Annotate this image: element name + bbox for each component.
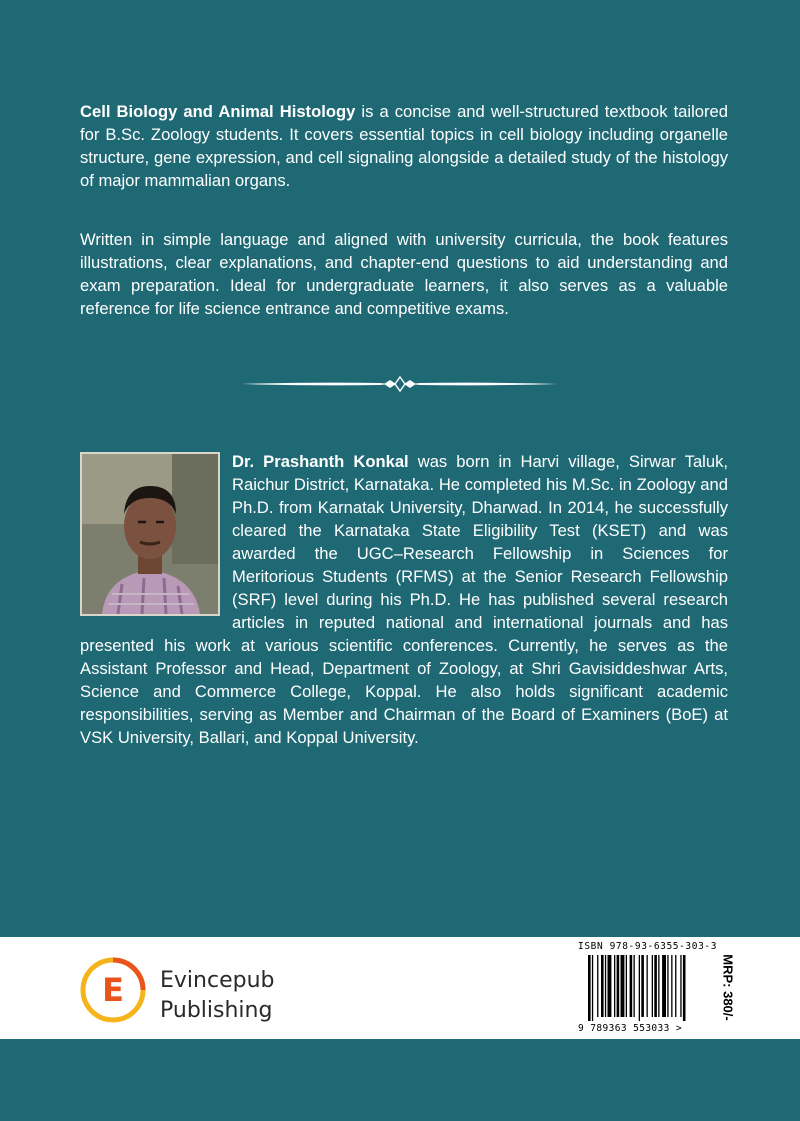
author-bio <box>80 450 728 749</box>
author-bio-text: was born in Harvi village, Sirwar Taluk, Raichur District, Karnataka. He completed his M.Sc. in Zoology and Ph.D. from Karnatak University, Dharwad. In 2014, he successfully cleared the Karnataka State Eligibility Test (KSET) and was awarded the UGC–Research Fellowship in Sciences for Meritorious Students (RFMS) at the Senior Research Fellowship (SRF) level during his Ph.D. He has published several research articles in reputed national and international journals and has presented his work at various scientific conferences. Currently, he serves as the Assistant Professor and Head, Department of Zoology, at Shri Gavisiddeshwar Arts, Science and Commerce College, Koppal. He also holds significant academic responsibilities, serving as Member and Chairman of the Board of Examiners (BoE) at VSK University, Ballari, and Koppal University. <box>80 452 729 747</box>
isbn-barcode <box>578 941 718 1037</box>
publisher-name: Evincepub <box>160 968 275 993</box>
publisher-logo <box>80 955 280 1025</box>
author-name: Dr. Prashanth Konkal <box>232 452 409 471</box>
book-description-text: is a concise and well-structured textbook tailored for B.Sc. Zoology students. It covers essential topics in cell biology including organelle structure, gene expression, and cell signaling alongside a detailed study of the histology of major mammalian organs. <box>80 102 728 190</box>
price-label <box>714 950 734 1030</box>
isbn-label: ISBN 978-93-6355-303-3 <box>578 941 718 952</box>
divider-ornament <box>240 374 560 394</box>
author-photo <box>80 452 220 616</box>
barcode-icon <box>588 955 718 1021</box>
price-text: MRP: 380/- <box>720 954 736 1021</box>
publisher-logo-icon <box>80 957 146 1023</box>
publisher-logo-letter: E <box>102 971 124 1009</box>
isbn-digits: 9 789363 553033 > <box>578 1023 683 1034</box>
book-description-2: Written in simple language and aligned with university curricula, the book features illustrations, clear explanations, and chapter-end questions to aid understanding and exam preparation. Ideal for undergraduate learners, it also serves as a valuable reference for life science entrance and competitive exams. <box>80 230 728 318</box>
book-description <box>80 100 728 192</box>
book-title: Cell Biology and Animal Histology <box>80 102 356 121</box>
publisher-subtitle: Publishing <box>160 998 273 1023</box>
publisher-band <box>0 937 800 1039</box>
